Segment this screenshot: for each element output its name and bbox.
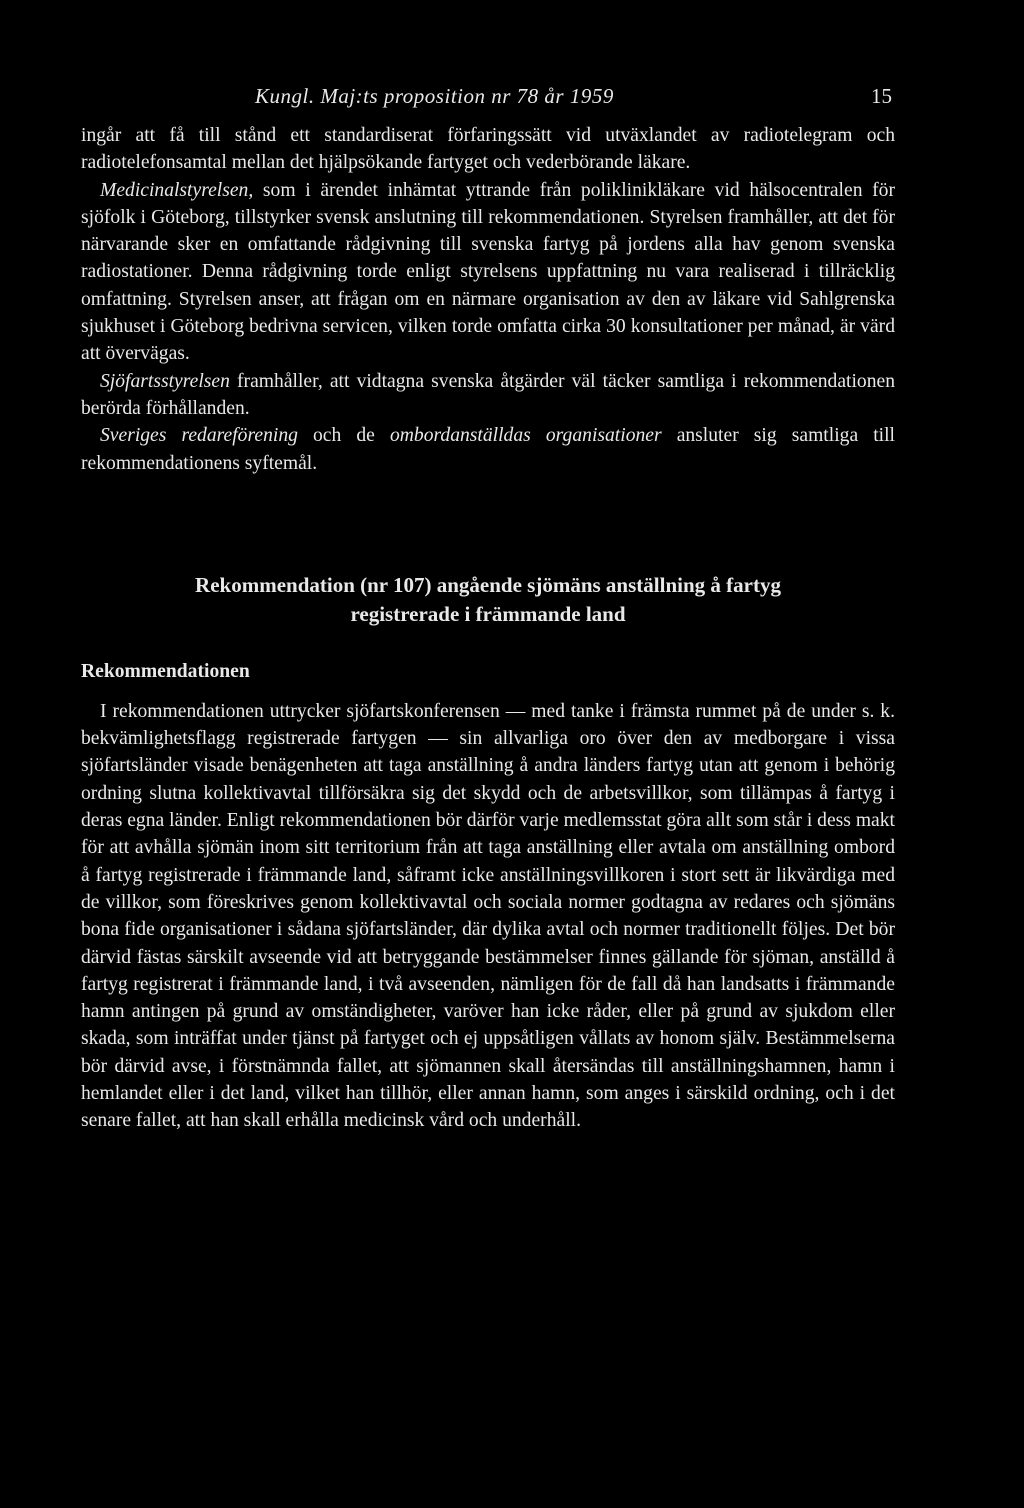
- org-name-redareforening: Sveriges redareförening: [100, 425, 298, 447]
- section-heading-line-2: registrerade i främmande land: [350, 601, 626, 626]
- section-paragraph: I rekommendationen uttrycker sjöfartskonferensen — med tanke i främsta rummet på de under s. k. bekvämlighetsflagg registrerade fartygen — sin allvarliga oro över den av medborgare i vissa sjöfartsländer visade benägenheten att taga anställning å andra länders fartyg utan att genom i behörig ordning slutna kollektivavtal tillförsäkra sig det skydd och de arbetsvillkor, som tillämpas å fartyg i deras egna länder. Enligt rekommendationen bör därför varje medlemsstat göra allt som står i dess makt för att avhålla sjömän inom sitt territorium från att taga anställning eller avtala om anställning ombord å fartyg registrerade i främmande land, såframt icke anställningsvillkoren i stort sett är likvärdiga med de villkor, som föreskrives genom kollektivavtal och sociala normer godtagna av redares och sjömäns bona fide organisationer i sådana sjöfartsländer, där dylika avtal och normer traditionellt följes. Det bör därvid fästas särskilt avseende vid att betryggande bestämmelser finnes gällande för sjöman, anställd å fartyg registrerat i främmande land, i två avseenden, nämligen för de fall då han landsatts i främmande hamn antingen på grund av omständigheter, varöver han icke råder, eller på grund av sjukdom eller skada, som inträffat under tjänst på fartyget och ej uppsåtligen vållats av honom själv. Bestämmelserna bör därvid avse, i förstnämnda fallet, att sjömannen skall återsändas till anställningshamnen, hamn i hemlandet eller i det land, vilket han tillhör, eller annan hamn, som anges i särskild ordning, och i det senare fallet, att han skall erhålla medicinsk vård och underhåll.: [81, 700, 895, 1132]
- paragraph-2: [81, 177, 895, 368]
- paragraph-4-text: ansluter sig samtliga till rekommendationens syftemål.: [81, 425, 895, 474]
- paragraph-2-text: som i ärendet inhämtat yttrande från poliklinikläkare vid hälsocentralen för sjöfolk i Göteborg, tillstyrker svensk anslutning till rekommendationen. Styrelsen framhåller, att det för närvarande sker en omfattande rådgivning till svenska fartyg på jordens alla hav genom svenska radiostationer. Denna rådgivning torde enligt styrelsens uppfattning nu vara realiserad i tillräcklig omfattning. Styrelsen anser, att frågan om en närmare organisation av den av läkare vid Sahlgrenska sjukhuset i Göteborg bedrivna servicen, vilken torde omfatta cirka 30 konsultationer per månad, är värd att övervägas.: [81, 179, 895, 365]
- document-page: [81, 84, 895, 1135]
- section-body: [81, 698, 895, 1135]
- paragraph-3: [81, 368, 895, 423]
- running-title: Kungl. Maj:ts proposition nr 78 år 1959: [255, 84, 614, 108]
- subheading: Rekommendationen: [81, 660, 250, 682]
- page-header: [81, 84, 895, 122]
- page-number: 15: [871, 84, 892, 108]
- paragraph-1: ingår att få till stånd ett standardiserat förfaringssätt vid utväxlandet av radiotelegram och radiotelefonsamtal mellan det hjälpsökande fartyget och vederbörande läkare.: [81, 125, 895, 174]
- org-name-sjofartsstyrelsen: Sjöfartsstyrelsen: [100, 370, 230, 392]
- paragraph-4: [81, 422, 895, 477]
- org-name-ombordanstallda: ombordanställdas organisationer: [389, 425, 662, 447]
- paragraph-4-mid: och de: [297, 425, 390, 447]
- section-heading-line-1: Rekommendation (nr 107) angående sjömäns anställning å fartyg: [195, 572, 781, 597]
- org-name-medicinalstyrelsen: Medicinalstyrelsen,: [100, 179, 254, 201]
- paragraph-3-text: framhåller, att vidtagna svenska åtgärder väl täcker samtliga i rekommendationen berörda förhållanden.: [81, 370, 895, 419]
- intro-text: [81, 122, 895, 477]
- section-heading: [81, 571, 895, 629]
